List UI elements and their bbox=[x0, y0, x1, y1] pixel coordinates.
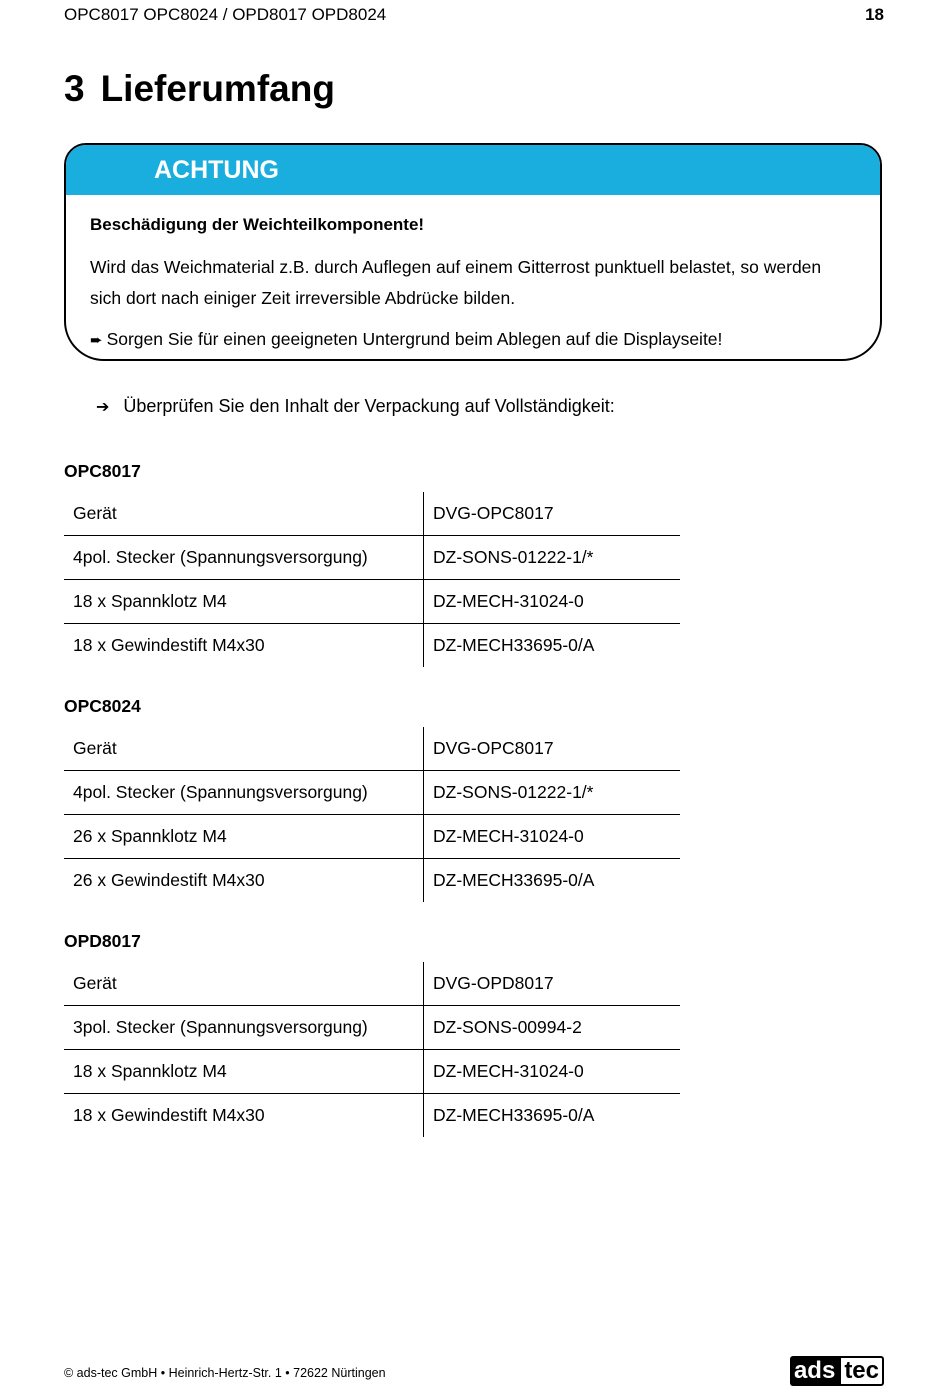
table-row bbox=[64, 771, 680, 815]
chapter-title-text: Lieferumfang bbox=[100, 68, 335, 109]
part-number-cell: DZ-SONS-01222-1/* bbox=[424, 536, 681, 580]
parts-table bbox=[64, 727, 680, 902]
warning-box bbox=[64, 143, 882, 361]
document-title: OPC8017 OPC8024 / OPD8017 OPD8024 bbox=[64, 5, 387, 24]
part-number-cell: DZ-MECH33695-0/A bbox=[424, 859, 681, 903]
section-opd8017 bbox=[64, 930, 680, 1137]
item-cell: 4pol. Stecker (Spannungsversorgung) bbox=[64, 536, 424, 580]
chapter-number: 3 bbox=[64, 68, 85, 109]
part-number-cell: DZ-MECH-31024-0 bbox=[424, 580, 681, 624]
item-cell: 26 x Spannklotz M4 bbox=[64, 815, 424, 859]
warning-title: Beschädigung der Weichteilkomponente! bbox=[90, 215, 425, 234]
table-row bbox=[64, 536, 680, 580]
item-cell: Gerät bbox=[64, 727, 424, 771]
table-row bbox=[64, 1006, 680, 1050]
part-number-cell: DVG-OPC8017 bbox=[433, 503, 554, 523]
arrow-right-icon: ➨ bbox=[90, 332, 103, 349]
warning-action bbox=[90, 324, 856, 356]
page-number: 18 bbox=[865, 5, 884, 24]
warning-action-text: Sorgen Sie für einen geeigneten Untergrund beim Ablegen auf die Displayseite! bbox=[106, 329, 723, 349]
section-opc8024 bbox=[64, 695, 680, 902]
logo-ads: ads bbox=[790, 1356, 839, 1386]
item-cell: 18 x Spannklotz M4 bbox=[64, 1050, 424, 1094]
instruction bbox=[96, 396, 615, 417]
part-number-cell: DZ-SONS-00994-2 bbox=[424, 1006, 681, 1050]
logo-tec: tec bbox=[839, 1356, 884, 1386]
ads-tec-logo bbox=[790, 1356, 884, 1386]
arrow-right-icon: ➔ bbox=[96, 399, 110, 416]
table-row bbox=[64, 624, 680, 668]
section-title: OPD8017 bbox=[64, 931, 141, 951]
item-cell: 18 x Spannklotz M4 bbox=[64, 580, 424, 624]
part-number-cell: DZ-MECH-31024-0 bbox=[424, 1050, 681, 1094]
part-number-cell: DVG-OPD8017 bbox=[433, 973, 554, 993]
warning-text: Wird das Weichmaterial z.B. durch Auflegen auf einem Gitterrost punktuell belastet, so werden sich dort nach einiger Zeit irreversible Abdrücke bilden. bbox=[90, 257, 822, 308]
table-row bbox=[64, 815, 680, 859]
table-row bbox=[64, 1094, 680, 1138]
item-cell: 4pol. Stecker (Spannungsversorgung) bbox=[64, 771, 424, 815]
table-row bbox=[64, 492, 680, 536]
table-row bbox=[64, 727, 680, 771]
item-cell: 18 x Gewindestift M4x30 bbox=[64, 624, 424, 668]
parts-table bbox=[64, 962, 680, 1137]
instruction-text: Überprüfen Sie den Inhalt der Verpackung auf Vollständigkeit: bbox=[123, 396, 615, 416]
section-title: OPC8017 bbox=[64, 461, 141, 481]
part-number-cell: DZ-MECH33695-0/A bbox=[424, 1094, 681, 1138]
part-number-cell: DVG-OPC8017 bbox=[433, 738, 554, 758]
part-number-cell: DZ-SONS-01222-1/* bbox=[424, 771, 681, 815]
table-row bbox=[64, 859, 680, 903]
item-cell: 18 x Gewindestift M4x30 bbox=[64, 1094, 424, 1138]
item-cell: Gerät bbox=[64, 962, 424, 1006]
item-cell: 3pol. Stecker (Spannungsversorgung) bbox=[64, 1006, 424, 1050]
warning-label: ACHTUNG bbox=[66, 145, 880, 195]
footer-text: © ads-tec GmbH • Heinrich-Hertz-Str. 1 • 72622 Nürtingen bbox=[64, 1366, 386, 1380]
part-number-cell: DZ-MECH-31024-0 bbox=[424, 815, 681, 859]
table-row bbox=[64, 1050, 680, 1094]
part-number-cell: DZ-MECH33695-0/A bbox=[424, 624, 681, 668]
table-row bbox=[64, 580, 680, 624]
section-opc8017 bbox=[64, 460, 680, 667]
table-row bbox=[64, 962, 680, 1006]
parts-table bbox=[64, 492, 680, 667]
chapter-title bbox=[64, 68, 335, 110]
section-title: OPC8024 bbox=[64, 696, 141, 716]
item-cell: Gerät bbox=[64, 492, 424, 536]
item-cell: 26 x Gewindestift M4x30 bbox=[64, 859, 424, 903]
